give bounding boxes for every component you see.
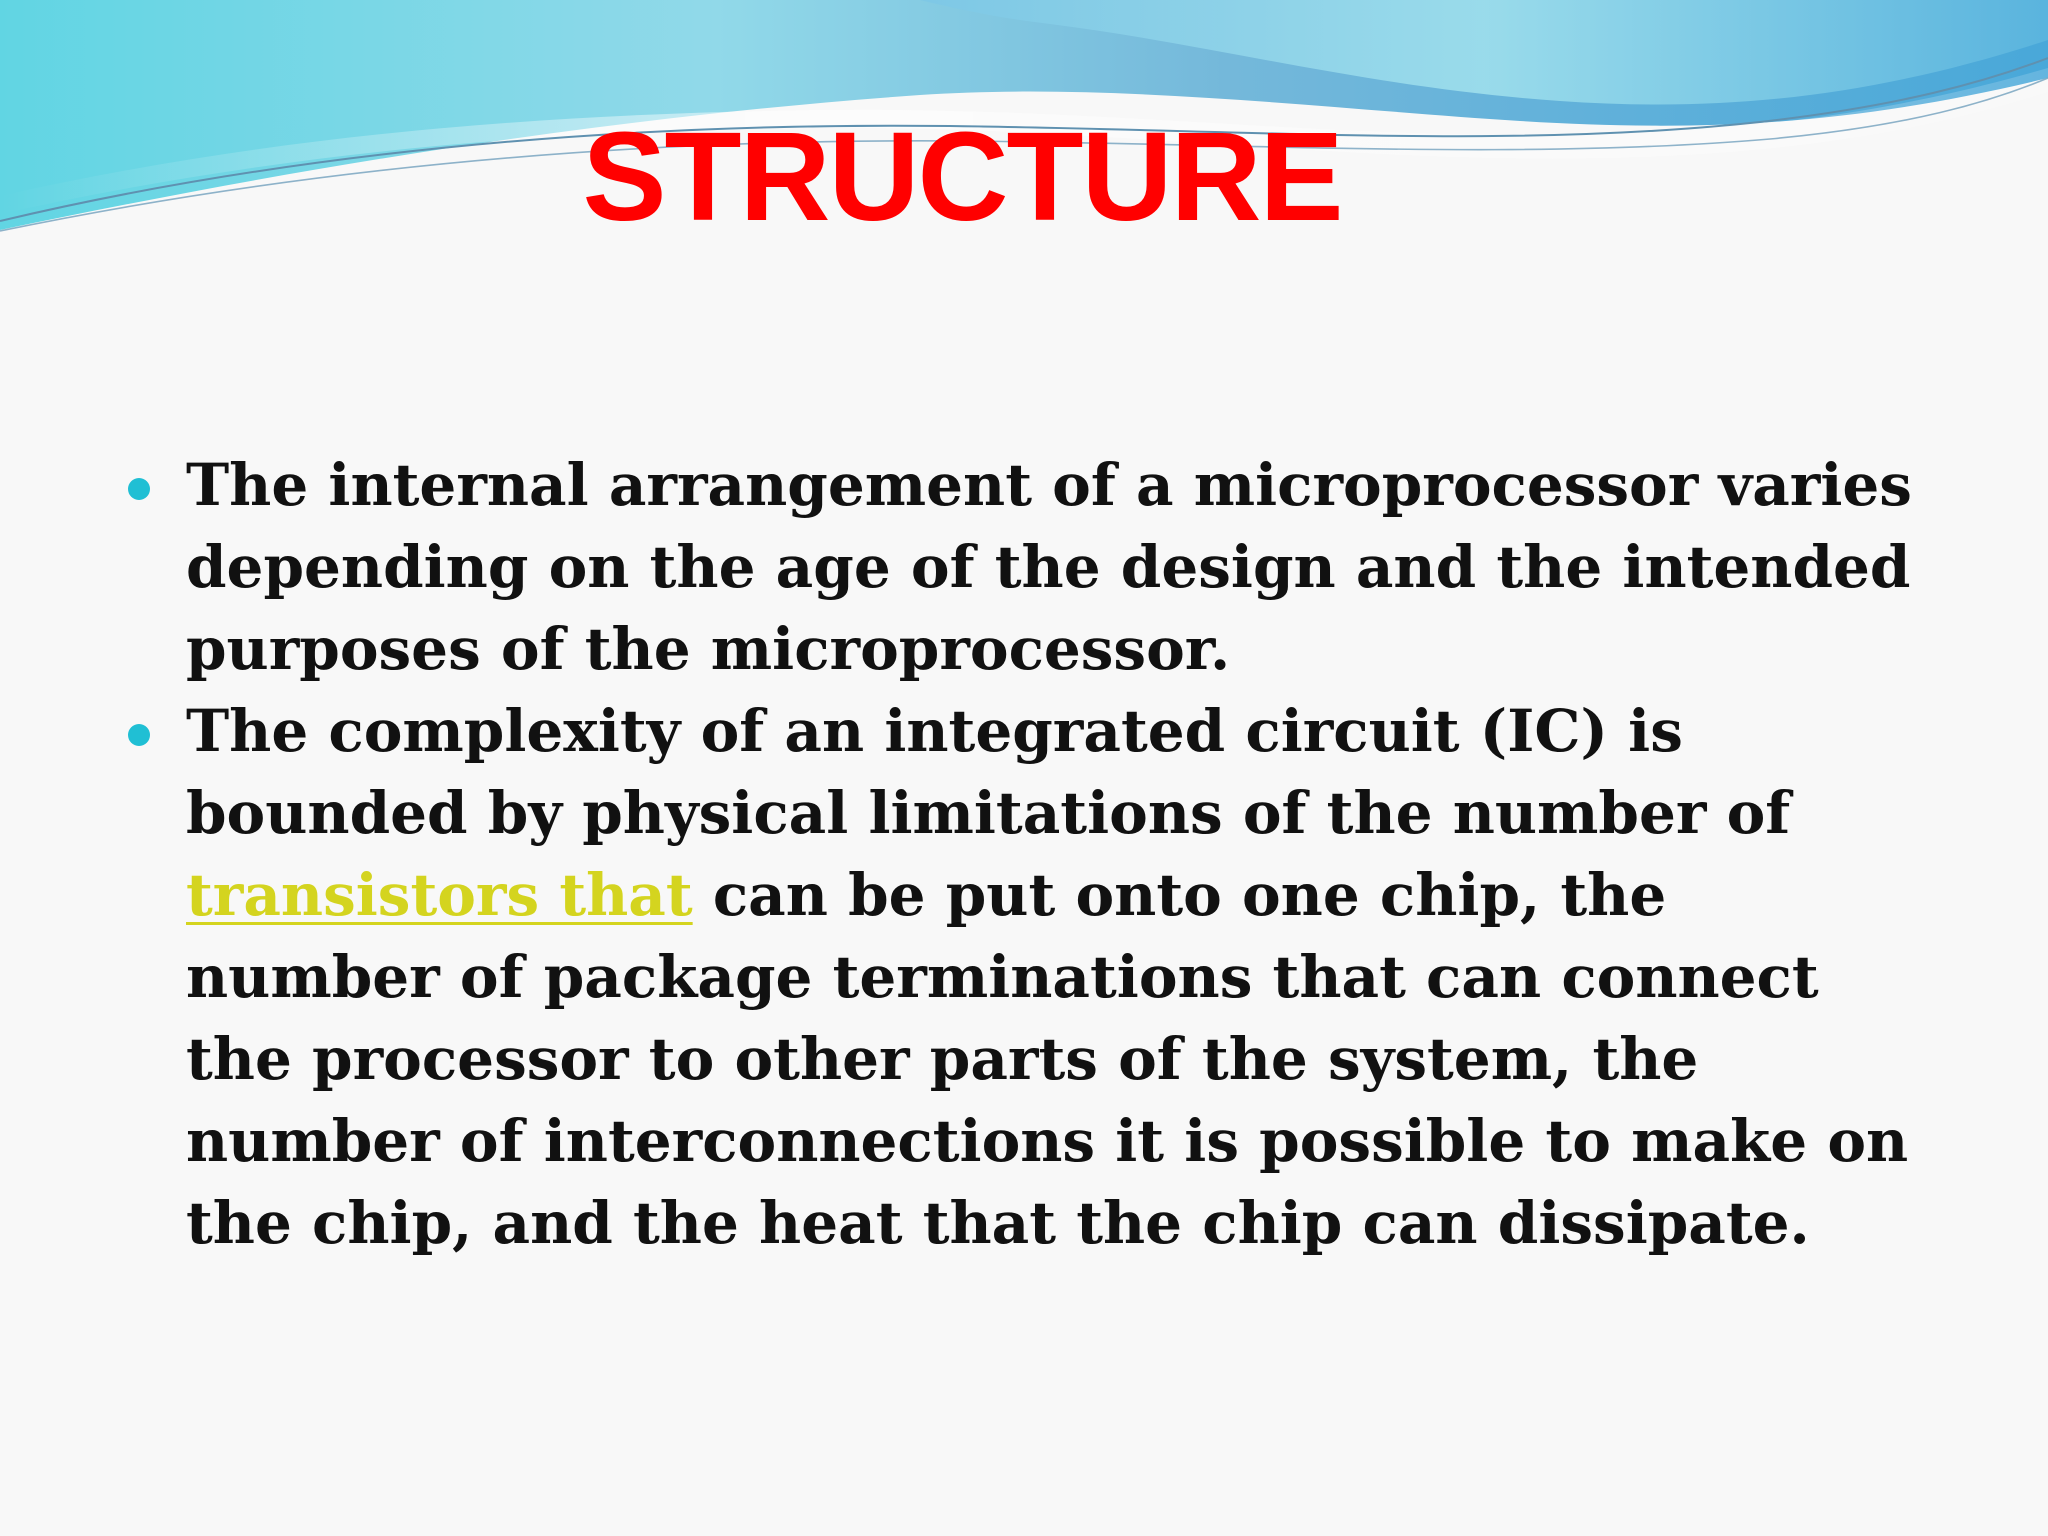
bullet-text: The internal arrangement of a microprocessor varies depending on the age of the design and the intended purposes of the microprocessor. xyxy=(186,451,1912,683)
transistors-link[interactable]: transistors that xyxy=(186,861,693,929)
slide-title: STRUCTURE xyxy=(582,106,1342,247)
bullet-text-before-link: The complexity of an integrated circuit (IC) is bounded by physical limitations of the number of xyxy=(186,697,1791,847)
bullet-icon xyxy=(128,724,150,746)
bullet-text-after-link: can be put onto one chip, the number of package terminations that can connect the processor to other parts of the system, the number of interconnections it is possible to make on the chip, and the heat that the chip can dissipate. xyxy=(186,861,1909,1257)
bullet-list xyxy=(128,444,1918,1264)
bullet-item xyxy=(128,444,1918,690)
bullet-item xyxy=(128,690,1918,1264)
bullet-icon xyxy=(128,478,150,500)
